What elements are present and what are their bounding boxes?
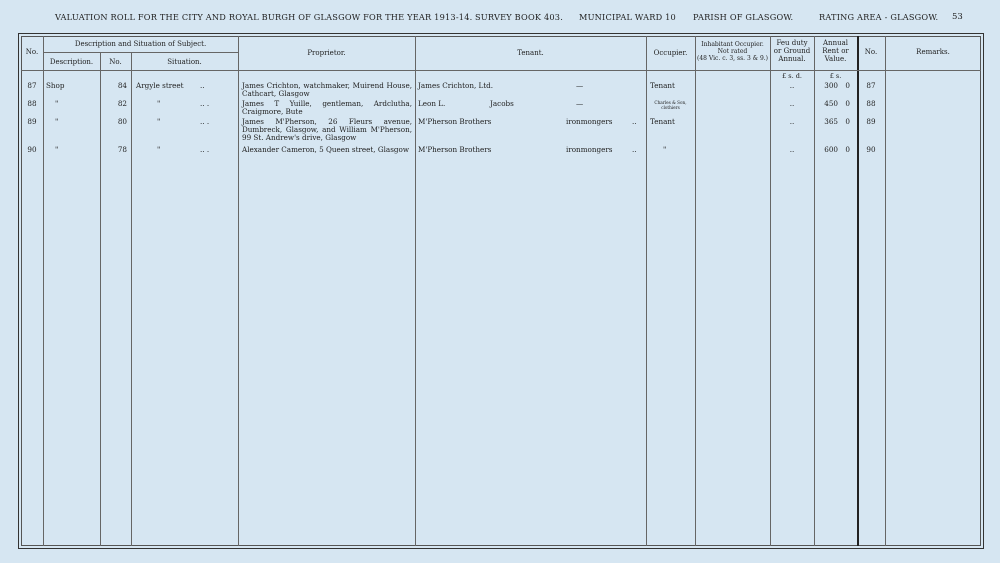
row-number: 82 — [117, 99, 127, 108]
col-rule — [770, 36, 771, 546]
col-header-inhabitant — [695, 41, 770, 62]
col-rule-thick — [857, 36, 859, 546]
row-occupier: Tenant — [650, 81, 675, 90]
roll-title: VALUATION ROLL FOR THE CITY AND ROYAL BURGH OF GLASGOW FOR THE YEAR 1913-14. — [55, 12, 473, 22]
row-situation-dots: .. . — [200, 117, 210, 126]
col-rule — [131, 52, 132, 546]
col-header-situation: Situation. — [167, 58, 202, 66]
rating-area: RATING AREA - GLASGOW. — [819, 12, 939, 22]
row-feu: .. — [789, 145, 795, 154]
row-proprietor: James M'Pherson, 26 Fleurs avenue, Dumbreck, Glasgow, and William M'Pherson, 99 St. Andrew's drive, Glasgow — [242, 117, 412, 143]
header-bottom-rule — [21, 70, 981, 71]
row-no3: 89 — [866, 117, 876, 126]
row-description: " — [55, 145, 59, 154]
col-rule — [238, 36, 239, 546]
col-header-no2: No. — [109, 58, 122, 66]
row-feu: .. — [789, 81, 795, 90]
row-tenant-dash: — — [576, 81, 584, 90]
row-proprietor: James T Yuille, gentleman, Ardcluthа, Craigmore, Bute — [242, 99, 412, 117]
row-number: 78 — [117, 145, 127, 154]
rent-units: £ s. — [829, 72, 842, 80]
row-tenant: M'Pherson Brothers — [418, 145, 492, 154]
row-tenant-trade: Jacobs — [490, 99, 514, 108]
row-rent: 300 — [824, 81, 838, 90]
row-situation-dots: .. . — [200, 145, 210, 154]
row-situation: " — [157, 117, 161, 126]
feu-units: £ s. d. — [782, 72, 802, 80]
parish: PARISH OF GLASGOW. — [693, 12, 794, 22]
row-no: 88 — [27, 99, 37, 108]
col-rule — [885, 36, 886, 546]
col-header-proprietor: Proprietor. — [307, 49, 346, 57]
row-proprietor: Alexander Cameron, 5 Queen street, Glasgow — [242, 145, 409, 154]
col-header-feu — [770, 39, 814, 63]
row-description: " — [55, 117, 59, 126]
row-rent-shillings: 0 — [845, 145, 850, 154]
row-rent: 450 — [824, 99, 838, 108]
rent-line-2: Rent or — [822, 47, 849, 55]
municipal-ward: MUNICIPAL WARD 10 — [579, 12, 676, 22]
row-tenant-dots: .. — [632, 145, 637, 154]
row-tenant: M'Pherson Brothers — [418, 117, 492, 126]
rent-line-3: Value. — [824, 55, 847, 63]
col-header-description: Description. — [49, 58, 94, 66]
rent-line-1: Annual — [823, 39, 848, 47]
col-rule — [814, 36, 815, 546]
group-header-rule — [43, 52, 238, 53]
row-situation-dots: .. . — [200, 99, 210, 108]
row-proprietor: James Crichton, watchmaker, Muirend House, Cathcart, Glasgow — [242, 81, 412, 99]
row-tenant: Leon L. — [418, 99, 446, 108]
row-description: Shop — [46, 81, 65, 90]
row-tenant: James Crichton, Ltd. — [418, 81, 494, 90]
row-tenant-trade: ironmongers — [566, 145, 613, 154]
row-occupier: Charles & Son, clothiers — [654, 100, 687, 110]
row-tenant-trade: ironmongers — [566, 117, 613, 126]
col-header-tenant: Tenant. — [517, 49, 544, 57]
row-rent: 600 — [824, 145, 838, 154]
row-rent: 365 — [824, 117, 838, 126]
row-no: 90 — [27, 145, 37, 154]
col-rule — [43, 36, 44, 546]
inhabitant-line-2: Not rated — [717, 48, 748, 55]
inhabitant-line-3: (48 Vic. c. 3, ss. 3 & 9.) — [696, 55, 769, 62]
col-header-remarks: Remarks. — [916, 48, 950, 56]
row-no: 87 — [27, 81, 37, 90]
row-situation: " — [157, 99, 161, 108]
col-header-group: Description and Situation of Subject. — [74, 40, 207, 48]
col-header-no: No. — [25, 48, 39, 56]
col-rule — [646, 36, 647, 546]
row-number: 80 — [117, 117, 127, 126]
feu-line-3: Annual. — [778, 55, 806, 63]
row-no3: 88 — [866, 99, 876, 108]
row-situation: Argyle street — [136, 81, 184, 90]
row-no3: 87 — [866, 81, 876, 90]
row-rent-shillings: 0 — [845, 99, 850, 108]
row-description: " — [55, 99, 59, 108]
col-header-no3: No. — [864, 48, 878, 56]
feu-line-1: Feu duty — [776, 39, 808, 47]
row-number: 84 — [117, 81, 127, 90]
row-rent-shillings: 0 — [845, 117, 850, 126]
row-situation: " — [157, 145, 161, 154]
row-rent-shillings: 0 — [845, 81, 850, 90]
row-no3: 90 — [866, 145, 876, 154]
feu-line-2: or Ground — [773, 47, 811, 55]
row-occupier: Tenant — [650, 117, 675, 126]
row-tenant-dash: — — [576, 99, 584, 108]
col-header-rent — [814, 39, 857, 63]
row-feu: .. — [789, 117, 795, 126]
col-rule — [415, 36, 416, 546]
row-no: 89 — [27, 117, 37, 126]
survey-book: SURVEY BOOK 403. — [475, 12, 564, 22]
roll-header — [55, 12, 965, 26]
inhabitant-line-1: Inhabitant Occupier. — [701, 41, 764, 48]
row-feu: .. — [789, 99, 795, 108]
col-rule — [695, 36, 696, 546]
col-header-occupier: Occupier. — [653, 49, 688, 57]
table-inner-border — [21, 36, 981, 546]
row-tenant-dots: .. — [632, 117, 637, 126]
row-occupier: " — [663, 145, 667, 154]
page-number: 53 — [952, 12, 963, 22]
row-situation-dots: .. — [200, 81, 205, 90]
